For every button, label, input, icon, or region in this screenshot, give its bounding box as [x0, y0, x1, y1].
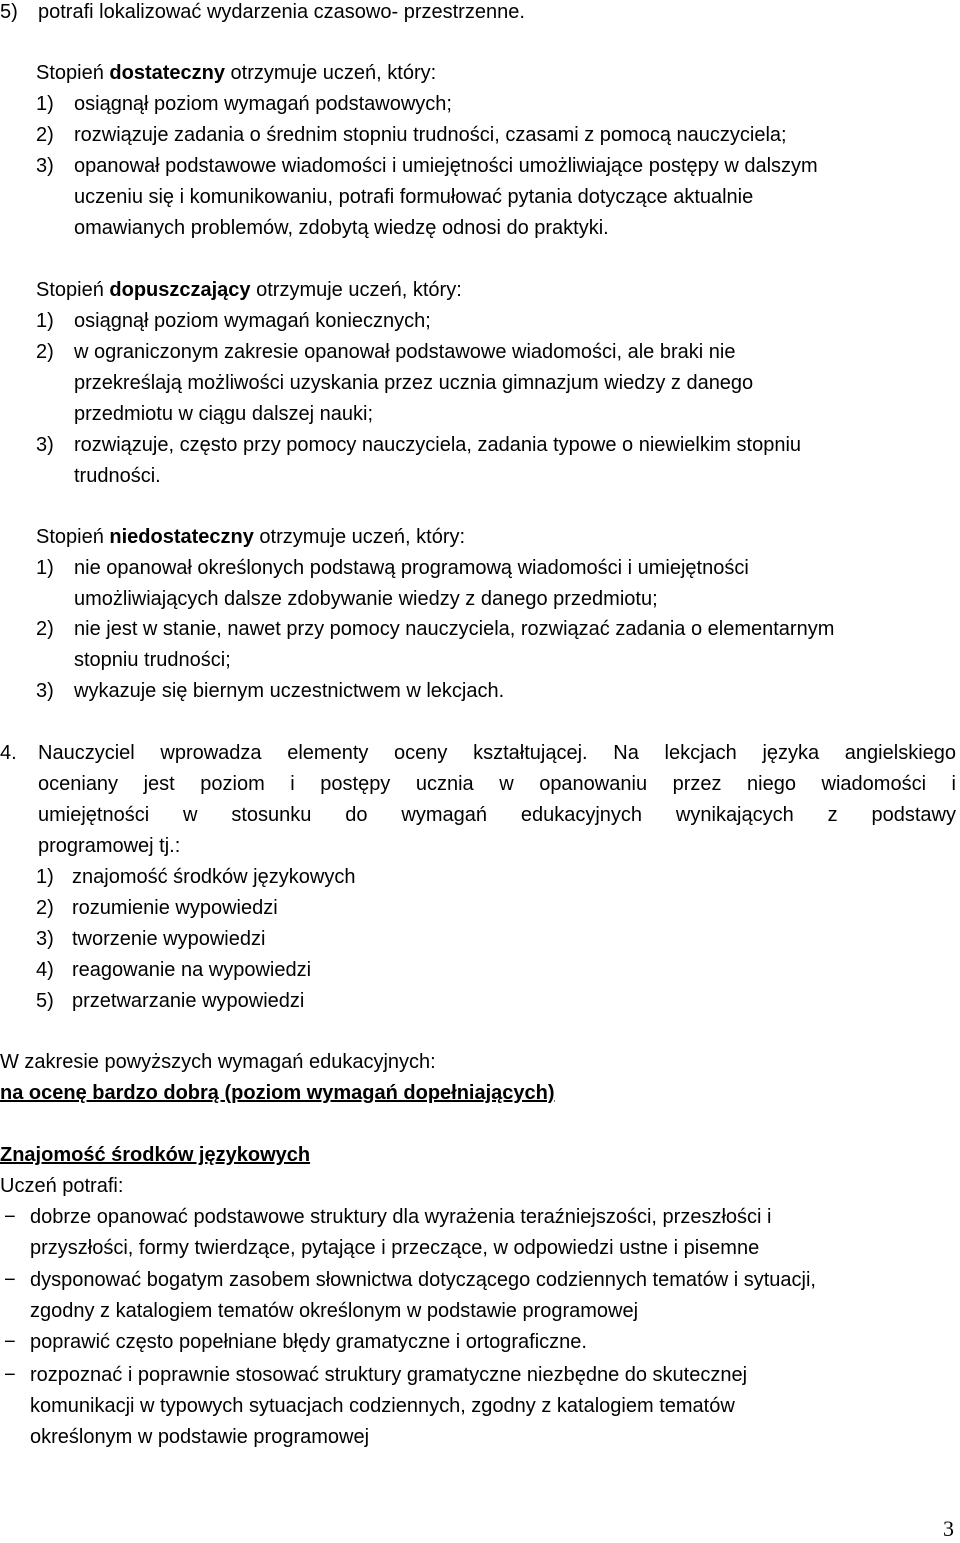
item-text: umożliwiających dalsze zdobywanie wiedzy z danego przedmiotu; — [74, 588, 658, 610]
list-item-text: dysponować bogatym zasobem słownictwa dotyczącego codziennych tematów i sytuacji, — [30, 1269, 816, 1291]
grade-name: dopuszczający — [109, 279, 251, 301]
item-text: rozwiązuje zadania o średnim stopniu trudności, czasami z pomocą nauczyciela; — [74, 124, 787, 146]
item-number: 3) — [36, 155, 54, 177]
item-text: rozumienie wypowiedzi — [72, 897, 278, 919]
item-text: trudności. — [74, 465, 161, 487]
item-text: osiągnął poziom wymagań koniecznych; — [74, 310, 431, 332]
item-number: 1) — [36, 557, 54, 579]
item-text: znajomość środków językowych — [72, 866, 356, 888]
student-can-label: Uczeń potrafi: — [0, 1175, 124, 1197]
section-text: programowej tj.: — [38, 835, 181, 857]
item-number: 5) — [0, 1, 18, 23]
section-text: oceniany jest poziom i postępy ucznia w opanowaniu przez niego wiadomości i — [38, 773, 956, 795]
item-number: 1) — [36, 93, 54, 115]
list-item-text: rozpoznać i poprawnie stosować struktury gramatyczne niezbędne do skutecznej — [30, 1364, 748, 1386]
item-number: 3) — [36, 680, 54, 702]
item-text: wykazuje się biernym uczestnictwem w lekcjach. — [74, 680, 505, 702]
section-text: umiejętności w stosunku do wymagań edukacyjnych wynikających z podstawy — [38, 804, 956, 826]
scope-intro: W zakresie powyższych wymagań edukacyjnych: — [0, 1051, 436, 1073]
list-item-text: określonym w podstawie programowej — [30, 1426, 370, 1448]
item-text: rozwiązuje, często przy pomocy nauczyciela, zadania typowe o niewielkim stopniu — [74, 434, 802, 456]
item-number: 2) — [36, 124, 54, 146]
dash-bullet: − — [4, 1364, 16, 1386]
item-text: nie jest w stanie, nawet przy pomocy nauczyciela, rozwiązać zadania o elementarnym — [74, 618, 835, 640]
heading-suffix: otrzymuje uczeń, który: — [224, 62, 437, 84]
item-text: reagowanie na wypowiedzi — [72, 959, 312, 981]
item-text: przedmiotu w ciągu dalszej nauki; — [74, 403, 374, 425]
subsection-heading: Znajomość środków językowych — [0, 1144, 311, 1166]
item-number: 3) — [36, 928, 54, 950]
item-number: 2) — [36, 341, 54, 363]
grade-heading-dopuszczajacy — [36, 275, 462, 306]
list-item-text: zgodny z katalogiem tematów określonym w podstawie programowej — [30, 1300, 639, 1322]
item-number: 5) — [36, 990, 54, 1012]
heading-suffix: otrzymuje uczeń, który: — [250, 279, 462, 301]
page-number: 3 — [943, 1516, 954, 1541]
item-number: 3) — [36, 434, 54, 456]
list-item-text: poprawić często popełniane błędy gramatyczne i ortograficzne. — [30, 1331, 587, 1353]
item-number: 1) — [36, 310, 54, 332]
list-item-text: dobrze opanować podstawowe struktury dla wyrażenia teraźniejszości, przeszłości i — [30, 1206, 772, 1228]
dash-bullet: − — [4, 1269, 16, 1291]
item-number: 1) — [36, 866, 54, 888]
item-number: 2) — [36, 897, 54, 919]
heading-prefix: Stopień — [36, 62, 110, 84]
list-item-text: komunikacji w typowych sytuacjach codziennych, zgodny z katalogiem tematów — [30, 1395, 735, 1417]
item-text: uczeniu się i komunikowaniu, potrafi formułować pytania dotyczące aktualnie — [74, 186, 754, 208]
dash-bullet: − — [4, 1331, 16, 1353]
heading-prefix: Stopień — [36, 526, 110, 548]
heading-suffix: otrzymuje uczeń, który: — [253, 526, 466, 548]
dash-bullet: − — [4, 1206, 16, 1228]
section-text: Nauczyciel wprowadza elementy oceny kształtującej. Na lekcjach języka angielskiego — [38, 742, 956, 764]
item-text: w ograniczonym zakresie opanował podstawowe wiadomości, ale braki nie — [74, 341, 736, 363]
grade-name: niedostateczny — [109, 526, 254, 548]
item-text: stopniu trudności; — [74, 649, 231, 671]
item-text: potrafi lokalizować wydarzenia czasowo- przestrzenne. — [38, 1, 525, 23]
grade-heading-niedostateczny — [36, 522, 465, 553]
heading-prefix: Stopień — [36, 279, 110, 301]
item-text: tworzenie wypowiedzi — [72, 928, 266, 950]
item-text: opanował podstawowe wiadomości i umiejętności umożliwiające postępy w dalszym — [74, 155, 818, 177]
item-number: 2) — [36, 618, 54, 640]
section-number: 4. — [0, 742, 17, 764]
grade-name: dostateczny — [109, 62, 225, 84]
item-number: 4) — [36, 959, 54, 981]
item-text: omawianych problemów, zdobytą wiedzę odnosi do praktyki. — [74, 217, 609, 239]
item-text: przekreślają możliwości uzyskania przez ucznia gimnazjum wiedzy z danego — [74, 372, 754, 394]
list-item-text: przyszłości, formy twierdzące, pytające i przeczące, w odpowiedzi ustne i pisemne — [30, 1237, 760, 1259]
item-text: przetwarzanie wypowiedzi — [72, 990, 305, 1012]
grade-heading-dostateczny — [36, 58, 436, 89]
item-text: osiągnął poziom wymagań podstawowych; — [74, 93, 452, 115]
grade-level-heading: na ocenę bardzo dobrą (poziom wymagań dopełniających) — [0, 1082, 555, 1104]
item-text: nie opanował określonych podstawą programową wiadomości i umiejętności — [74, 557, 749, 579]
